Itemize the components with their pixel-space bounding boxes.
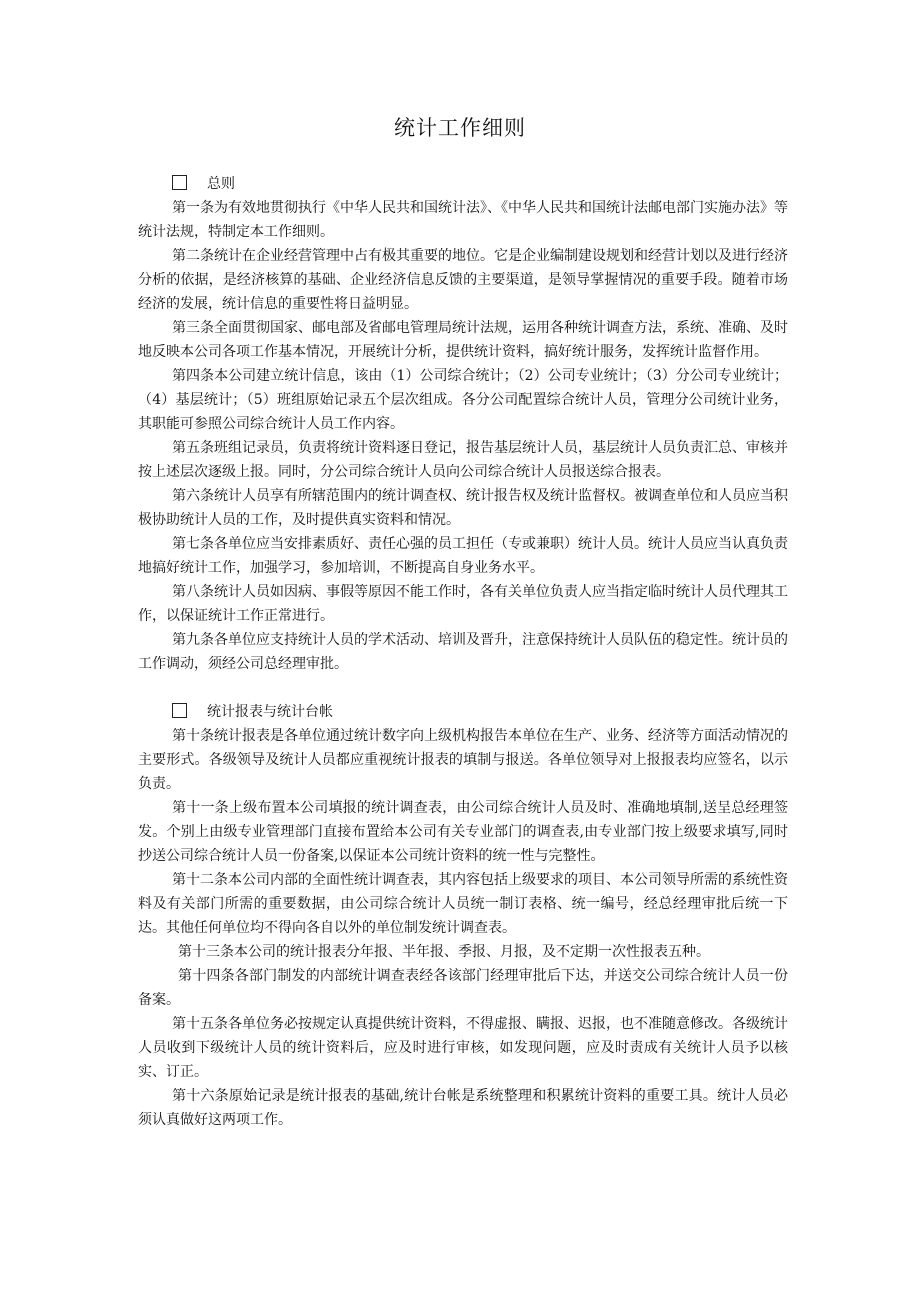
article-paragraph: 第十二条本公司内部的全面性统计调查表，其内容包括上级要求的项目、本公司领导所需的系统性资料及有关部门所需的重要数据，由公司综合统计人员统一制订表格、统一编号，经总经理审批后统一下达。其他任何单位均不得向各自以外的单位制发统计调查表。 [138, 872, 788, 936]
article-paragraph: 第二条统计在企业经营管理中占有极其重要的地位。它是企业编制建设规划和经营计划以及进行经济分析的依据，是经济核算的基础、企业经济信息反馈的主要渠道，是领导掌握情况的重要手段。随着市场经济的发展，统计信息的重要性将日益明显。 [138, 248, 788, 312]
article-paragraph: 第八条统计人员如因病、事假等原因不能工作时，各有关单位负责人应当指定临时统计人员代理其工作，以保证统计工作正常进行。 [138, 584, 788, 624]
article-paragraph: 第五条班组记录员，负责将统计资料逐日登记，报告基层统计人员，基层统计人员负责汇总、审核并按上述层次逐级上报。同时，分公司综合统计人员向公司综合统计人员报送综合报表。 [138, 440, 788, 480]
article-paragraph: 第六条统计人员享有所辖范围内的统计调查权、统计报告权及统计监督权。被调查单位和人员应当积极协助统计人员的工作，及时提供真实资料和情况。 [138, 488, 788, 528]
document-title: 统计工作细则 [394, 116, 526, 140]
section-heading-reports [138, 700, 788, 724]
document-body [138, 172, 788, 1132]
section-heading-text: 统计报表与统计台帐 [207, 704, 333, 720]
article-paragraph: 第十三条本公司的统计报表分年报、半年报、季报、月报，及不定期一次性报表五种。 [178, 944, 710, 960]
article-paragraph: 第三条全面贯彻国家、邮电部及省邮电管理局统计法规，运用各种统计调查方法，系统、准确、及时地反映本公司各项工作基本情况，开展统计分析，提供统计资料，搞好统计服务，发挥统计监督作用。 [138, 320, 788, 360]
section-heading-general [138, 172, 788, 196]
checkbox-square-icon [172, 703, 187, 718]
article-paragraph: 第十一条上级布置本公司填报的统计调查表，由公司综合统计人员及时、准确地填制,送呈总经理签发。个别上由级专业管理部门直接布置给本公司有关专业部门的调查表,由专业部门按上级要求填写,同时抄送公司综合统计人员一份备案,以保证本公司统计资料的统一性与完整性。 [138, 800, 788, 864]
article-paragraph: 第七条各单位应当安排素质好、责任心强的员工担任（专或兼职）统计人员。统计人员应当认真负责地搞好统计工作，加强学习，参加培训，不断提高自身业务水平。 [138, 536, 788, 576]
section-heading-text: 总则 [207, 176, 235, 192]
article-paragraph: 第十四条各部门制发的内部统计调查表经各该部门经理审批后下达，并送交公司综合统计人员一份备案。 [138, 968, 788, 1008]
checkbox-square-icon [172, 175, 187, 190]
article-paragraph: 第一条为有效地贯彻执行《中华人民共和国统计法》、《中华人民共和国统计法邮电部门实施办法》等统计法规，特制定本工作细则。 [138, 200, 788, 240]
article-paragraph: 第九条各单位应支持统计人员的学术活动、培训及晋升，注意保持统计人员队伍的稳定性。统计员的工作调动，须经公司总经理审批。 [138, 632, 788, 672]
article-paragraph: 第十六条原始记录是统计报表的基础,统计台帐是系统整理和积累统计资料的重要工具。统计人员必须认真做好这两项工作。 [138, 1088, 788, 1128]
article-paragraph: 第十条统计报表是各单位通过统计数字向上级机构报告本单位在生产、业务、经济等方面活动情况的主要形式。各级领导及统计人员都应重视统计报表的填制与报送。各单位领导对上报报表均应签名，以示负责。 [138, 728, 788, 792]
article-paragraph: 第十五条各单位务必按规定认真提供统计资料，不得虚报、瞒报、迟报，也不准随意修改。各级统计人员收到下级统计人员的统计资料后，应及时进行审核，如发现问题，应及时责成有关统计人员予以核实、订正。 [138, 1016, 788, 1080]
article-paragraph: 第四条本公司建立统计信息，该由（1）公司综合统计；（2）公司专业统计；（3）分公司专业统计；（4）基层统计；（5）班组原始记录五个层次组成。各分公司配置综合统计人员，管理分公司统计业务，其职能可参照公司综合统计人员工作内容。 [138, 368, 788, 432]
